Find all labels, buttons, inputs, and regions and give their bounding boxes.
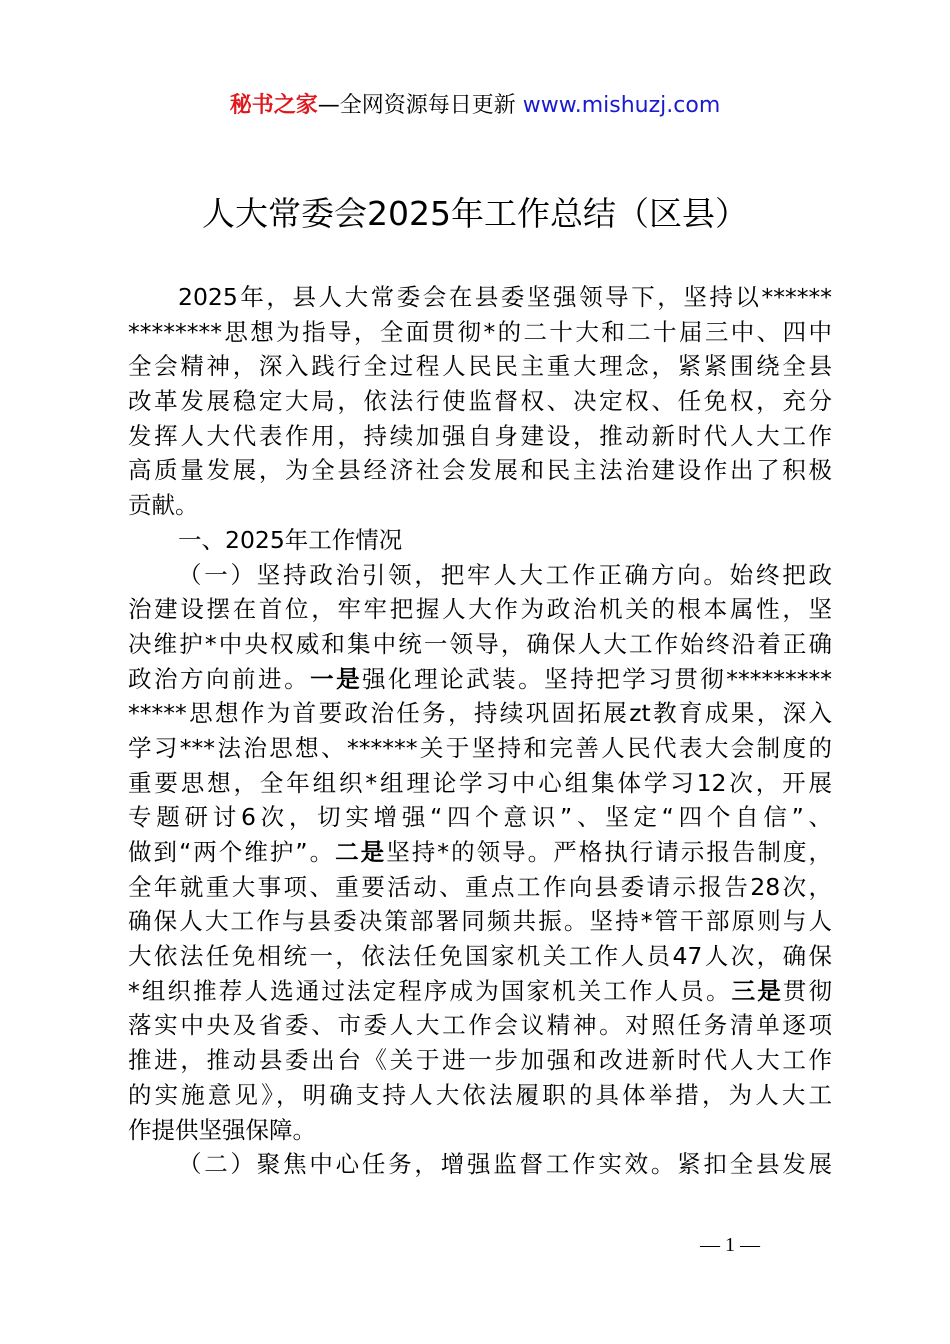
header-tagline: —全网资源每日更新 — [317, 93, 523, 118]
text-line — [128, 766, 832, 801]
text-segment: 推进，推动县委出台《关于进一步加强和改进新时代人大工作 — [128, 1046, 832, 1075]
document-title: 人大常委会2025年工作总结（区县） — [202, 194, 748, 233]
text-line — [128, 870, 832, 905]
text-line — [128, 523, 832, 558]
text-segment: 确保人大工作与县委决策部署同频共振。坚持*管干部原则与人 — [128, 907, 832, 936]
text-line — [128, 315, 832, 350]
text-segment: 贡献。 — [128, 491, 199, 520]
text-line — [128, 627, 832, 662]
text-segment: （一）坚持政治引领，把牢人大工作正确方向。始终把政 — [178, 560, 832, 589]
text-line — [128, 453, 832, 488]
text-segment: ********思想为指导，全面贯彻*的二十大和二十届三中、四中 — [128, 317, 832, 346]
text-segment: 作提供坚强保障。 — [128, 1115, 316, 1144]
text-segment: 全年就重大事项、重要活动、重点工作向县委请示报告28次， — [128, 872, 832, 901]
text-line — [128, 1043, 832, 1078]
text-segment: 坚持*的领导。严格执行请示报告制度， — [386, 838, 833, 866]
text-segment: 专题研讨6次，切实增强“四个意识”、坚定“四个自信”、 — [128, 803, 832, 832]
text-line — [128, 349, 832, 384]
text-line — [128, 1147, 832, 1182]
text-line — [128, 384, 832, 419]
text-segment: 重要思想，全年组织*组理论学习中心组集体学习12次，开展 — [128, 768, 832, 797]
text-segment: 强化理论武装。坚持把学习贯彻********* — [362, 664, 833, 693]
text-line — [128, 696, 832, 731]
text-segment: 治建设摆在首位，牢牢把握人大作为政治机关的根本属性，坚 — [128, 595, 832, 624]
text-line — [128, 731, 832, 766]
bold-lead-phrase: 二是 — [335, 838, 387, 866]
text-line — [128, 662, 832, 697]
text-segment: 学习***法治思想、******关于坚持和完善人民代表大会制度的 — [128, 733, 832, 762]
text-segment: 改革发展稳定大局，依法行使监督权、决定权、任免权，充分 — [128, 387, 832, 416]
text-line — [128, 419, 832, 454]
text-segment: 落实中央及省委、市委人大工作会议精神。对照任务清单逐项 — [128, 1011, 832, 1040]
site-url-link[interactable]: www.mishuzj.com — [522, 93, 721, 118]
text-segment: 决维护*中央权威和集中统一领导，确保人大工作始终沿着正确 — [128, 629, 832, 658]
text-segment: 2025年，县人大常委会在县委坚强领导下，坚持以****** — [178, 283, 832, 311]
site-header — [0, 88, 950, 119]
text-segment: 贯彻 — [782, 976, 833, 1005]
bold-lead-phrase: 一是 — [310, 664, 363, 693]
text-segment: 大依法任免相统一，依法任免国家机关工作人员47人次，确保 — [128, 942, 832, 971]
text-segment: 一、2025年工作情况 — [178, 525, 403, 554]
text-segment: *****思想作为首要政治任务，持续巩固拓展zt教育成果，深入 — [128, 699, 832, 728]
text-segment: 高质量发展，为全县经济社会发展和民主法治建设作出了积极 — [128, 456, 832, 485]
text-line — [128, 800, 832, 835]
text-segment: *组织推荐人选通过法定程序成为国家机关工作人员。 — [128, 976, 732, 1005]
bold-lead-phrase: 三是 — [731, 976, 783, 1005]
text-segment: 政治方向前进。 — [128, 664, 311, 693]
text-segment: （二）聚焦中心任务，增强监督工作实效。紧扣全县发展 — [178, 1150, 832, 1179]
page-number: — 1 — — [700, 1234, 760, 1256]
text-line — [128, 835, 832, 870]
text-line — [128, 939, 832, 974]
text-line — [128, 592, 832, 627]
text-segment: 发挥人大代表作用，持续加强自身建设，推动新时代人大工作 — [128, 421, 832, 450]
document-body — [128, 280, 832, 1182]
text-line — [128, 558, 832, 593]
text-line — [128, 904, 832, 939]
brand-name: 秘书之家 — [229, 93, 318, 118]
text-segment: 做到“两个维护”。 — [128, 838, 336, 866]
text-segment: 全会精神，深入践行全过程人民民主重大理念，紧紧围绕全县 — [128, 352, 832, 381]
text-line — [128, 488, 832, 523]
text-line — [128, 1113, 832, 1148]
text-line — [128, 974, 832, 1009]
text-line — [128, 1008, 832, 1043]
text-segment: 的实施意见》，明确支持人大依法履职的具体举措，为人大工 — [128, 1080, 832, 1109]
text-line — [128, 1078, 832, 1113]
text-line — [128, 280, 832, 315]
